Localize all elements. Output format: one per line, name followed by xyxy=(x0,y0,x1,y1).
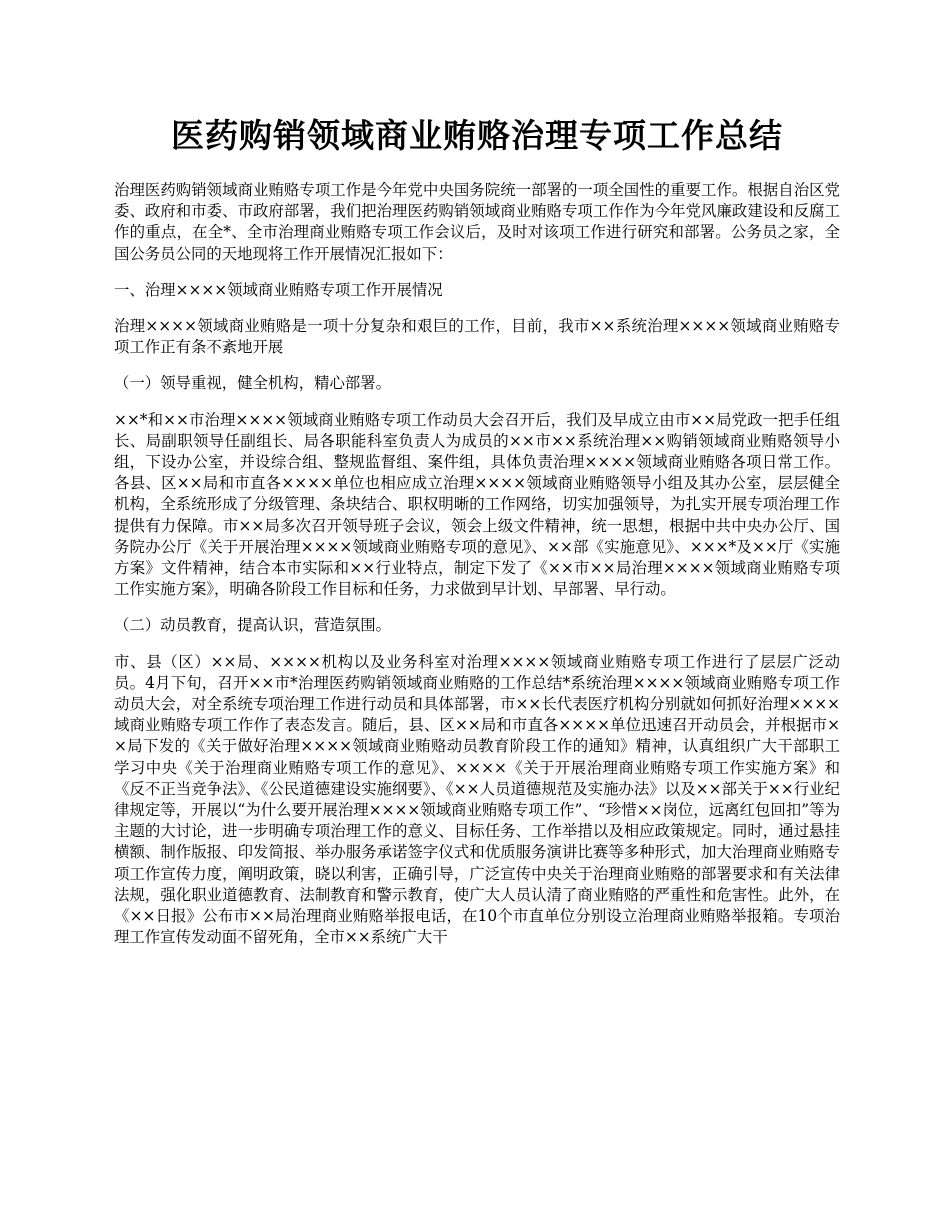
section-intro-paragraph: 治理××××领域商业贿赂是一项十分复杂和艰巨的工作，目前，我市××系统治理××××领域商业贿赂专项工作正有条不紊地开展 xyxy=(114,317,840,357)
section-heading-1: 一、治理××××领域商业贿赂专项工作开展情况 xyxy=(114,280,443,299)
subsection-heading-1: （一）领导重视，健全机构，精心部署。 xyxy=(114,374,392,393)
subsection-1-body: ××*和××市治理××××领域商业贿赂专项工作动员大会召开后，我们及早成立由市××局党政一把手任组长、局副职领导任副组长、局各职能科室负责人为成员的××市××系统治理××购销领域商业贿赂领导小组，下设办公室，并设综合组、整规监督组、案件组，具体负责治理××××领域商业贿赂各项日常工作。各县、区××局和市直各××××单位也相应成立治理××××领域商业贿赂领导小组及其办公室，层层健全机构，全系统形成了分级管理、条块结合、职权明晰的工作网络，切实加强领导，为扎实开展专项治理工作提供有力保障。市××局多次召开领导班子会议，领会上级文件精神，统一思想，根据中共中央办公厅、国务院办公厅《关于开展治理××××领域商业贿赂专项的意见》、××部《实施意见》、×××*及××厅《实施方案》文件精神，结合本市实际和××行业特点，制定下发了《××市××局治理××××领域商业贿赂专项工作实施方案》，明确各阶段工作目标和任务，力求做到早计划、早部署、早行动。 xyxy=(114,410,840,599)
subsection-heading-2: （二）动员教育，提高认识，营造氛围。 xyxy=(114,616,392,635)
subsection-2-body: 市、县（区）××局、××××机构以及业务科室对治理××××领域商业贿赂专项工作进行了层层广泛动员。4月下旬，召开××市*治理医药购销领域商业贿赂的工作总结*系统治理××××领域商业贿赂专项工作动员大会，对全系统专项治理工作进行动员和具体部署，市××长代表医疗机构分别就如何抓好治理××××域商业贿赂专项工作作了表态发言。随后，县、区××局和市直各××××单位迅速召开动员会，并根据市××局下发的《关于做好治理××××领域商业贿赂动员教育阶段工作的通知》精神，认真组织广大干部职工学习中央《关于治理商业贿赂专项工作的意见》、××××《关于开展治理商业贿赂专项工作实施方案》和《反不正当竞争法》、《公民道德建设实施纲要》、《××人员道德规范及实施办法》以及××部关于××行业纪律规定等，开展以“为什么要开展治理××××领域商业贿赂专项工作”、“珍惜××岗位，远离红包回扣”等为主题的大讨论，进一步明确专项治理工作的意义、目标任务、工作举措以及相应政策规定。同时，通过悬挂横额、制作版报、印发简报、举办服务承诺签字仪式和优质服务演讲比赛等多种形式，加大治理商业贿赂专项工作宣传力度，阐明政策，晓以利害，正确引导，广泛宣传中央关于治理商业贿赂的部署要求和有关法律法规，强化职业道德教育、法制教育和警示教育，使广大人员认清了商业贿赂的严重性和危害性。此外，在《××日报》公布市××局治理商业贿赂举报电话，在10个市直单位分别设立治理商业贿赂举报箱。专项治理工作宣传发动面不留死角，全市××系统广大干 xyxy=(114,652,840,947)
intro-paragraph: 治理医药购销领域商业贿赂专项工作是今年党中央国务院统一部署的一项全国性的重要工作。根据自治区党委、政府和市委、市政府部署，我们把治理医药购销领域商业贿赂专项工作作为今年党风廉政建设和反腐工作的重点，在全*、全市治理商业贿赂专项工作会议后，及时对该项工作进行研究和部署。公务员之家，全国公务员公同的天地现将工作开展情况汇报如下： xyxy=(114,181,840,263)
document-title: 医药购销领域商业贿赂治理专项工作总结 xyxy=(171,116,783,155)
